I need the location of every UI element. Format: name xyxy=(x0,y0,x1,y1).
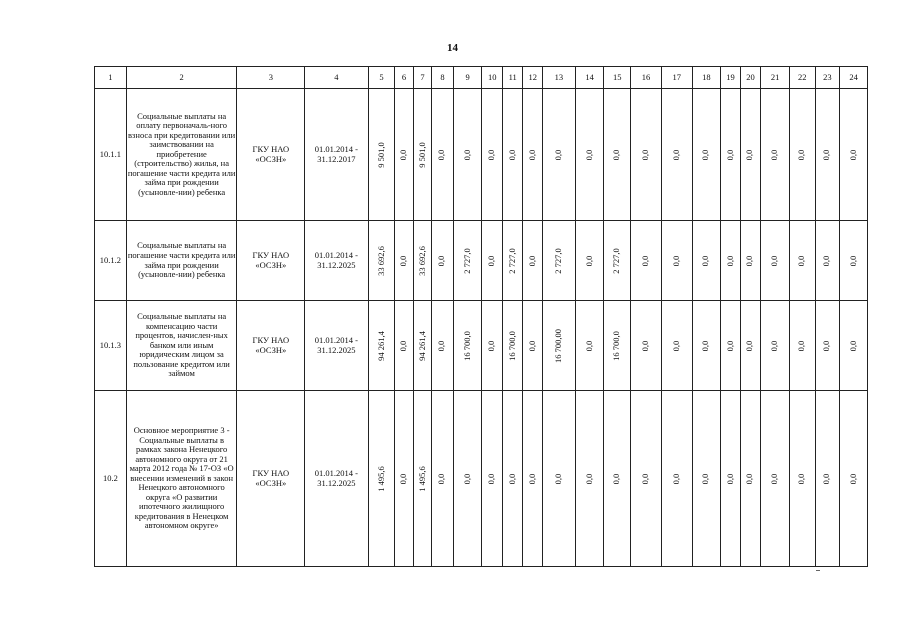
value-cell xyxy=(740,391,761,567)
value-text: 0,0 xyxy=(526,340,537,351)
value-text: 0,0 xyxy=(847,473,858,484)
value-cell xyxy=(575,221,604,301)
value-cell xyxy=(721,89,740,221)
column-number: 19 xyxy=(721,67,740,89)
value-cell xyxy=(661,391,692,567)
value-cell xyxy=(721,391,740,567)
value-text: 16 700,0 xyxy=(461,330,472,361)
value-cell xyxy=(840,221,868,301)
value-cell xyxy=(661,301,692,391)
value-text: 0,0 xyxy=(724,255,735,266)
row-executor: ГКУ НАО «ОСЗН» xyxy=(237,391,305,567)
value-cell xyxy=(413,89,431,221)
value-cell xyxy=(542,301,575,391)
value-text: 0,0 xyxy=(398,340,409,351)
value-cell xyxy=(789,301,815,391)
value-cell xyxy=(604,89,631,221)
row-description: Социальные выплаты на погашение части кредита или займа при рождении (усыновле-нии) ребенка xyxy=(126,221,237,301)
column-number: 2 xyxy=(126,67,237,89)
value-text: 0,0 xyxy=(398,149,409,160)
value-cell xyxy=(395,221,413,301)
value-text: 0,0 xyxy=(724,473,735,484)
value-text: 0,0 xyxy=(526,255,537,266)
value-cell xyxy=(740,221,761,301)
value-text: 0,0 xyxy=(583,149,594,160)
value-cell xyxy=(761,89,790,221)
value-cell xyxy=(413,301,431,391)
value-cell xyxy=(721,301,740,391)
value-text: 33 692,6 xyxy=(375,245,386,276)
value-cell xyxy=(542,391,575,567)
value-text: 0,0 xyxy=(796,149,807,160)
value-text: 0,0 xyxy=(847,255,858,266)
value-text: 0,0 xyxy=(486,255,497,266)
value-cell xyxy=(453,301,482,391)
value-text: 9 501,0 xyxy=(416,141,427,168)
value-text: 0,0 xyxy=(670,149,681,160)
value-cell xyxy=(631,391,662,567)
value-cell xyxy=(395,301,413,391)
value-cell xyxy=(789,221,815,301)
value-cell xyxy=(815,89,840,221)
value-text: 0,0 xyxy=(553,473,564,484)
row-executor: ГКУ НАО «ОСЗН» xyxy=(237,221,305,301)
value-text: 0,0 xyxy=(611,473,622,484)
value-text: 0,0 xyxy=(744,340,755,351)
value-text: 0,0 xyxy=(486,473,497,484)
value-cell xyxy=(661,221,692,301)
column-number: 5 xyxy=(368,67,395,89)
column-number: 23 xyxy=(815,67,840,89)
value-text: 2 727,0 xyxy=(506,247,517,274)
column-number: 6 xyxy=(395,67,413,89)
row-period: 01.01.2014 - 31.12.2025 xyxy=(305,301,369,391)
value-text: 0,0 xyxy=(796,255,807,266)
value-text: 0,0 xyxy=(486,340,497,351)
value-text: 0,0 xyxy=(640,473,651,484)
value-text: 0,0 xyxy=(700,255,711,266)
column-number: 13 xyxy=(542,67,575,89)
table-body xyxy=(95,89,868,567)
value-text: 0,0 xyxy=(821,340,832,351)
value-text: 0,0 xyxy=(769,255,780,266)
value-cell xyxy=(761,221,790,301)
value-cell xyxy=(432,89,454,221)
budget-table xyxy=(94,66,868,567)
value-cell xyxy=(432,301,454,391)
value-text: 0,0 xyxy=(640,340,651,351)
column-number: 4 xyxy=(305,67,369,89)
value-cell xyxy=(840,89,868,221)
value-text: 0,0 xyxy=(724,149,735,160)
row-period: 01.01.2014 - 31.12.2017 xyxy=(305,89,369,221)
value-cell xyxy=(840,301,868,391)
value-cell xyxy=(789,391,815,567)
value-cell xyxy=(502,221,523,301)
value-text: 1 495,6 xyxy=(375,465,386,492)
column-number: 16 xyxy=(631,67,662,89)
column-number-row xyxy=(95,67,868,89)
value-text: 0,0 xyxy=(398,255,409,266)
column-number: 7 xyxy=(413,67,431,89)
row-period: 01.01.2014 - 31.12.2025 xyxy=(305,221,369,301)
value-cell xyxy=(815,221,840,301)
row-description: Социальные выплаты на оплату первоначаль-ного взноса при кредитовании или заимствовании на приобретение (строительство) жилья, на погашение части кредита или займа при рождении (усыновле-нии) ребенка xyxy=(126,89,237,221)
row-executor: ГКУ НАО «ОСЗН» xyxy=(237,89,305,221)
value-text: 0,0 xyxy=(526,149,537,160)
value-text: 0,0 xyxy=(611,149,622,160)
value-cell xyxy=(761,391,790,567)
value-cell xyxy=(368,221,395,301)
value-text: 2 727,0 xyxy=(611,247,622,274)
value-text: 94 261,4 xyxy=(375,330,386,361)
table-row xyxy=(95,221,868,301)
value-cell xyxy=(692,221,721,301)
column-number: 15 xyxy=(604,67,631,89)
value-text: 16 700,0 xyxy=(506,330,517,361)
value-cell xyxy=(502,301,523,391)
value-cell xyxy=(523,221,542,301)
value-cell xyxy=(523,391,542,567)
value-cell xyxy=(575,391,604,567)
column-number: 20 xyxy=(740,67,761,89)
value-text: 0,0 xyxy=(583,473,594,484)
value-cell xyxy=(368,89,395,221)
value-cell xyxy=(502,89,523,221)
column-number: 8 xyxy=(432,67,454,89)
column-number: 24 xyxy=(840,67,868,89)
value-cell xyxy=(661,89,692,221)
value-text: 16 700,0 xyxy=(611,330,622,361)
column-number: 14 xyxy=(575,67,604,89)
value-text: 0,0 xyxy=(700,340,711,351)
value-cell xyxy=(740,89,761,221)
row-period: 01.01.2014 - 31.12.2025 xyxy=(305,391,369,567)
value-text: 0,0 xyxy=(436,340,447,351)
value-text: 0,0 xyxy=(821,255,832,266)
row-description: Основное мероприятие 3 - Социальные выплаты в рамках закона Ненецкого автономного округа от 21 марта 2012 года № 17-ОЗ «О внесении изменений в закон Ненецкого автономного округа «О развитии ипотечного жилищного кредитования в Ненецком автономном округе» xyxy=(126,391,237,567)
value-text: 0,0 xyxy=(670,473,681,484)
value-text: 0,0 xyxy=(744,149,755,160)
value-cell xyxy=(368,301,395,391)
value-cell xyxy=(523,301,542,391)
value-cell xyxy=(604,221,631,301)
column-number: 17 xyxy=(661,67,692,89)
column-number: 11 xyxy=(502,67,523,89)
row-code: 10.1.2 xyxy=(95,221,127,301)
value-cell xyxy=(721,221,740,301)
value-text: 0,0 xyxy=(700,473,711,484)
value-text: 0,0 xyxy=(769,473,780,484)
value-text: 0,0 xyxy=(796,340,807,351)
value-cell xyxy=(692,391,721,567)
value-text: 2 727,0 xyxy=(461,247,472,274)
scan-mark xyxy=(816,570,820,571)
value-cell xyxy=(631,301,662,391)
value-cell xyxy=(502,391,523,567)
column-number: 18 xyxy=(692,67,721,89)
column-number: 22 xyxy=(789,67,815,89)
value-text: 0,0 xyxy=(769,340,780,351)
value-text: 0,0 xyxy=(486,149,497,160)
value-cell xyxy=(631,89,662,221)
page-number: 14 xyxy=(447,42,458,54)
value-text: 1 495,6 xyxy=(416,465,427,492)
value-cell xyxy=(761,301,790,391)
value-cell xyxy=(432,221,454,301)
column-number: 12 xyxy=(523,67,542,89)
value-text: 0,0 xyxy=(436,149,447,160)
value-text: 0,0 xyxy=(461,473,472,484)
value-text: 0,0 xyxy=(769,149,780,160)
value-cell xyxy=(542,89,575,221)
column-number: 1 xyxy=(95,67,127,89)
value-cell xyxy=(413,391,431,567)
row-code: 10.1.3 xyxy=(95,301,127,391)
value-cell xyxy=(542,221,575,301)
value-text: 0,0 xyxy=(461,149,472,160)
value-cell xyxy=(395,89,413,221)
value-cell xyxy=(482,89,503,221)
value-cell xyxy=(453,221,482,301)
value-text: 0,0 xyxy=(724,340,735,351)
value-cell xyxy=(840,391,868,567)
value-cell xyxy=(482,301,503,391)
value-cell xyxy=(789,89,815,221)
column-number: 10 xyxy=(482,67,503,89)
table-row xyxy=(95,301,868,391)
value-text: 0,0 xyxy=(821,149,832,160)
value-text: 0,0 xyxy=(670,255,681,266)
value-text: 0,0 xyxy=(436,255,447,266)
value-text: 0,0 xyxy=(821,473,832,484)
value-cell xyxy=(815,391,840,567)
value-cell xyxy=(815,301,840,391)
value-cell xyxy=(604,391,631,567)
table-row xyxy=(95,391,868,567)
value-cell xyxy=(413,221,431,301)
value-text: 9 501,0 xyxy=(375,141,386,168)
row-code: 10.1.1 xyxy=(95,89,127,221)
value-cell xyxy=(692,89,721,221)
row-description: Социальные выплаты на компенсацию части процентов, начислен-ных банком или иным юридическим лицом за пользование кредитом или займом xyxy=(126,301,237,391)
value-text: 0,0 xyxy=(506,149,517,160)
value-cell xyxy=(432,391,454,567)
value-text: 0,0 xyxy=(436,473,447,484)
value-text: 0,0 xyxy=(670,340,681,351)
value-cell xyxy=(482,391,503,567)
value-text: 94 261,4 xyxy=(416,330,427,361)
value-text: 0,0 xyxy=(796,473,807,484)
value-cell xyxy=(740,301,761,391)
value-text: 16 700,00 xyxy=(553,328,564,363)
value-cell xyxy=(453,391,482,567)
value-cell xyxy=(368,391,395,567)
value-text: 0,0 xyxy=(744,255,755,266)
value-text: 0,0 xyxy=(553,149,564,160)
value-cell xyxy=(604,301,631,391)
value-cell xyxy=(453,89,482,221)
value-text: 0,0 xyxy=(640,149,651,160)
value-text: 0,0 xyxy=(640,255,651,266)
value-text: 0,0 xyxy=(583,340,594,351)
value-cell xyxy=(631,221,662,301)
value-text: 0,0 xyxy=(506,473,517,484)
row-executor: ГКУ НАО «ОСЗН» xyxy=(237,301,305,391)
value-cell xyxy=(575,301,604,391)
value-cell xyxy=(395,391,413,567)
value-cell xyxy=(482,221,503,301)
row-code: 10.2 xyxy=(95,391,127,567)
column-number: 3 xyxy=(237,67,305,89)
value-text: 0,0 xyxy=(398,473,409,484)
value-text: 0,0 xyxy=(583,255,594,266)
column-number: 9 xyxy=(453,67,482,89)
value-text: 33 692,6 xyxy=(416,245,427,276)
value-text: 0,0 xyxy=(700,149,711,160)
table-row xyxy=(95,89,868,221)
value-text: 2 727,0 xyxy=(553,247,564,274)
value-cell xyxy=(692,301,721,391)
value-text: 0,0 xyxy=(744,473,755,484)
value-text: 0,0 xyxy=(526,473,537,484)
value-cell xyxy=(523,89,542,221)
value-cell xyxy=(575,89,604,221)
column-number: 21 xyxy=(761,67,790,89)
value-text: 0,0 xyxy=(847,149,858,160)
value-text: 0,0 xyxy=(847,340,858,351)
